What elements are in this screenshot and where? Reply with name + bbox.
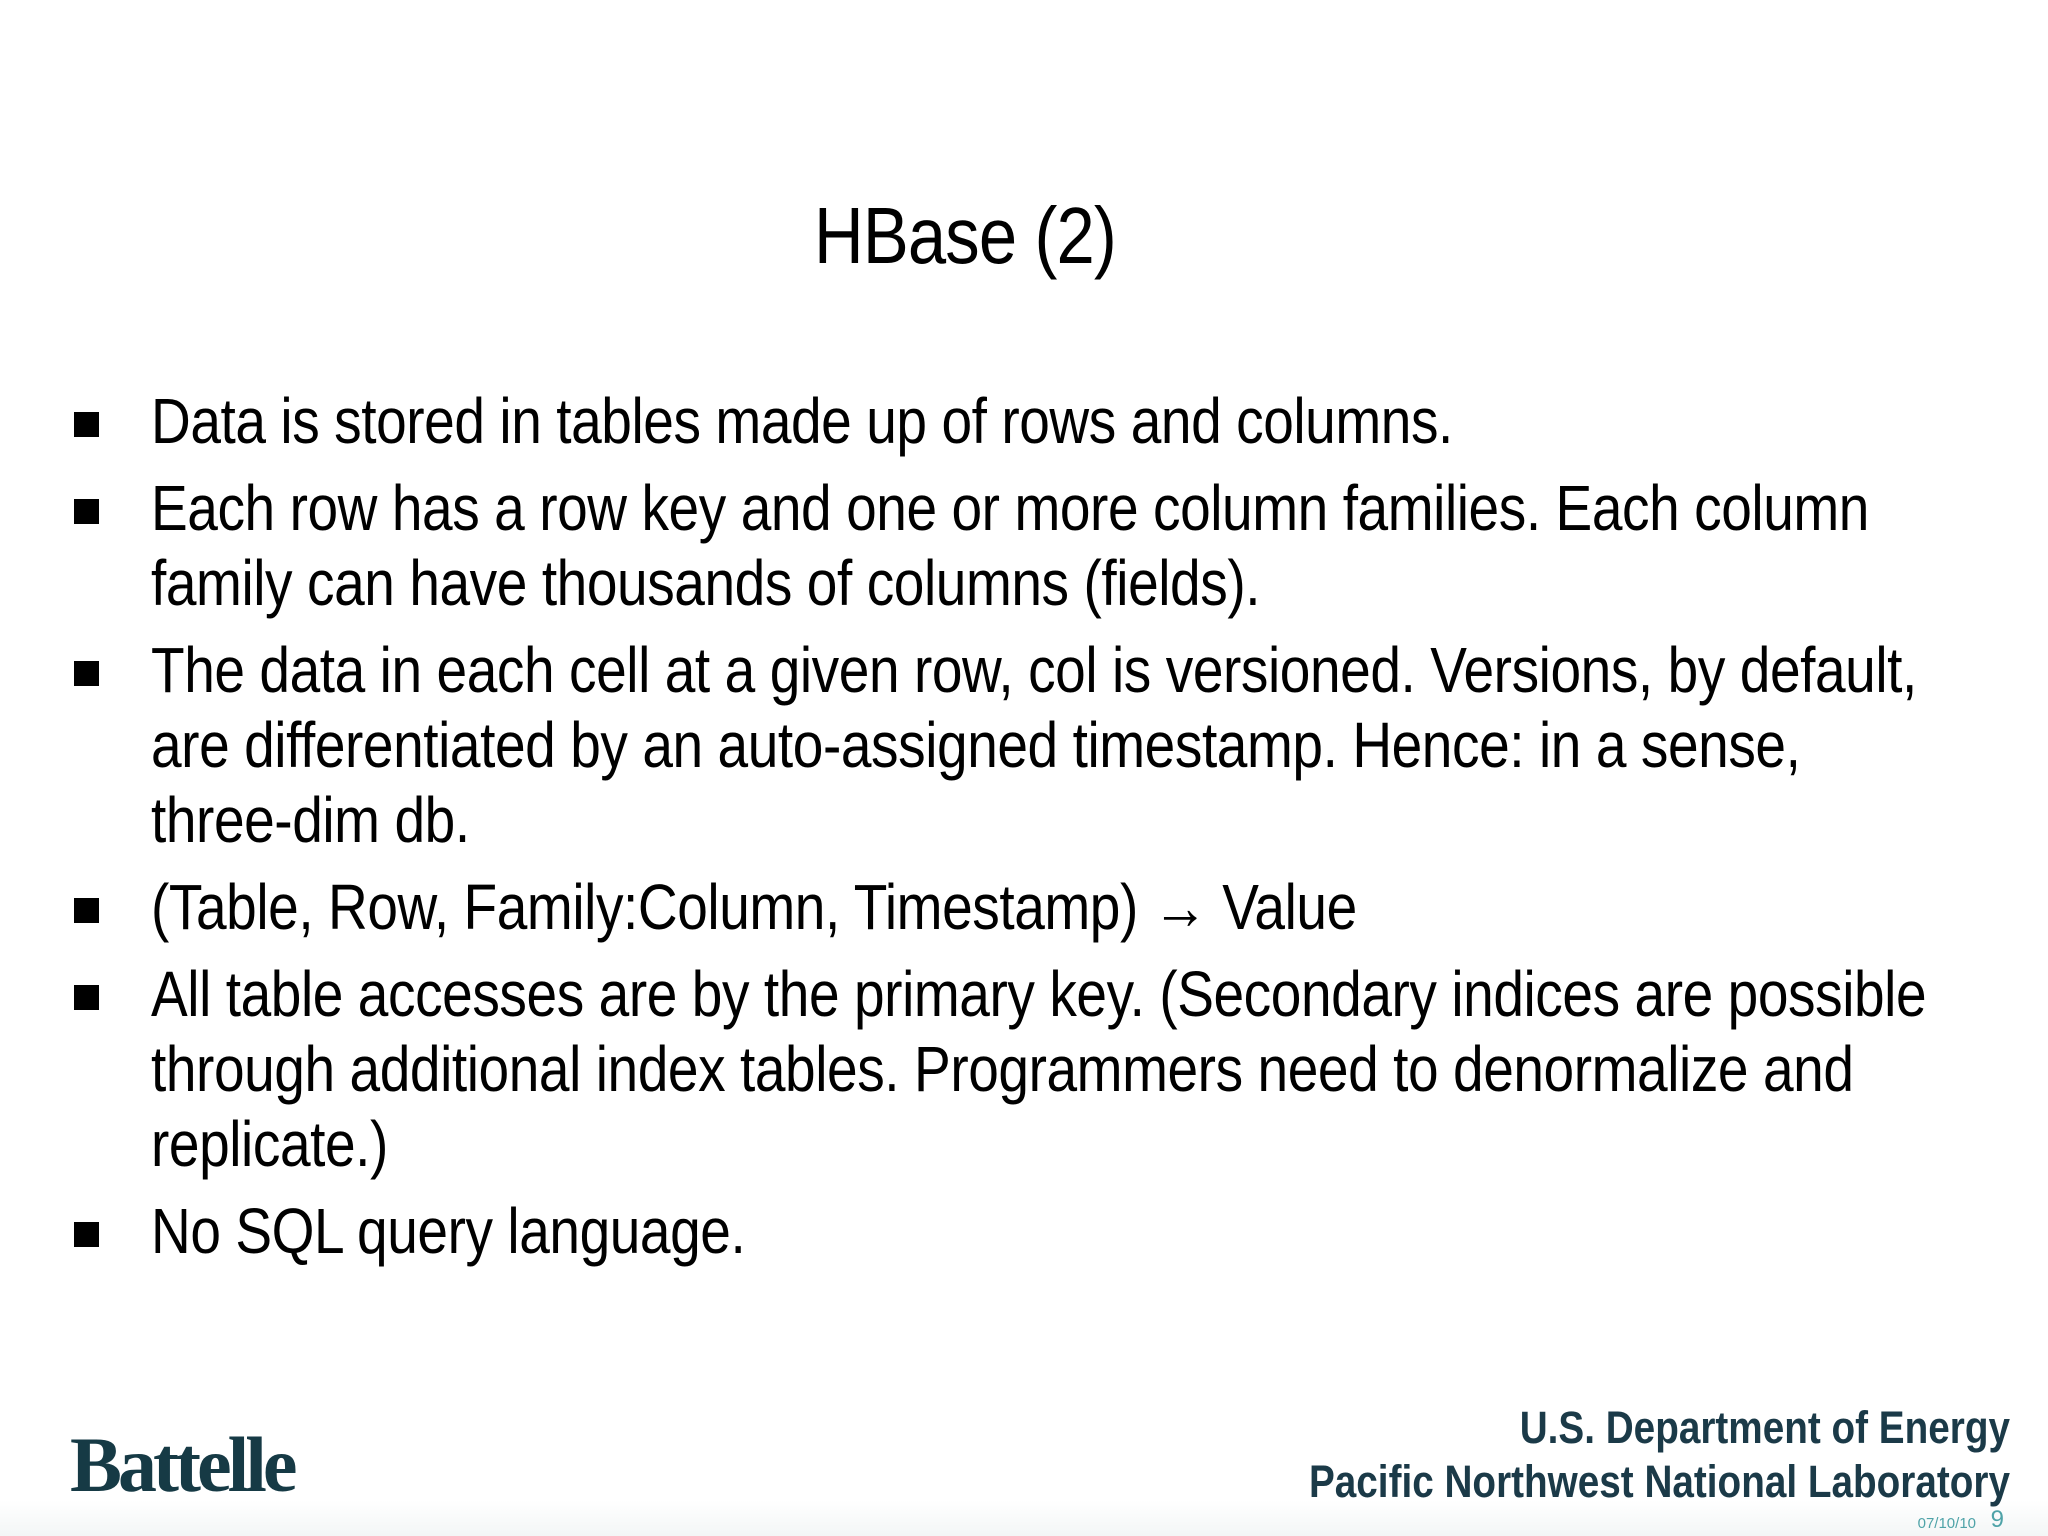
bullet-item	[0, 471, 2048, 621]
square-bullet-icon	[74, 499, 99, 524]
bullet-list	[0, 384, 2048, 1281]
bullet-text: All table accesses are by the primary key. (Secondary indices are possible through additional index tables. Programmers need to denormalize and replicate.)	[151, 958, 1927, 1180]
square-bullet-icon	[74, 661, 99, 686]
footer-date: 07/10/10	[1917, 1515, 1976, 1532]
square-bullet-icon	[74, 412, 99, 437]
bullet-text: No SQL query language.	[151, 1195, 746, 1267]
org-pnnl-label: Pacific Northwest National Laboratory	[1308, 1456, 2010, 1507]
bullet-item	[0, 633, 2048, 858]
bullet-text: Each row has a row key and one or more column families. Each column family can have thousands of columns (fields).	[151, 472, 1869, 619]
bullet-text: Data is stored in tables made up of rows and columns.	[151, 385, 1453, 457]
square-bullet-icon	[74, 985, 99, 1010]
battelle-logo: Battelle	[70, 1421, 294, 1508]
bullet-item	[0, 957, 2048, 1182]
bullet-item	[0, 384, 2048, 459]
bullet-text: The data in each cell at a given row, col is versioned. Versions, by default, are differentiated by an auto-assigned timestamp. Hence: in a sense, three-dim db.	[151, 634, 1917, 856]
bullet-text: (Table, Row, Family:Column, Timestamp) → Value	[151, 871, 1357, 943]
square-bullet-icon	[74, 1222, 99, 1247]
square-bullet-icon	[74, 898, 99, 923]
slide-title: HBase (2)	[814, 191, 1116, 280]
org-doe-label: U.S. Department of Energy	[1519, 1402, 2010, 1453]
page-number: 9	[1990, 1506, 2004, 1533]
bullet-item	[0, 1194, 2048, 1269]
bullet-item	[0, 870, 2048, 945]
